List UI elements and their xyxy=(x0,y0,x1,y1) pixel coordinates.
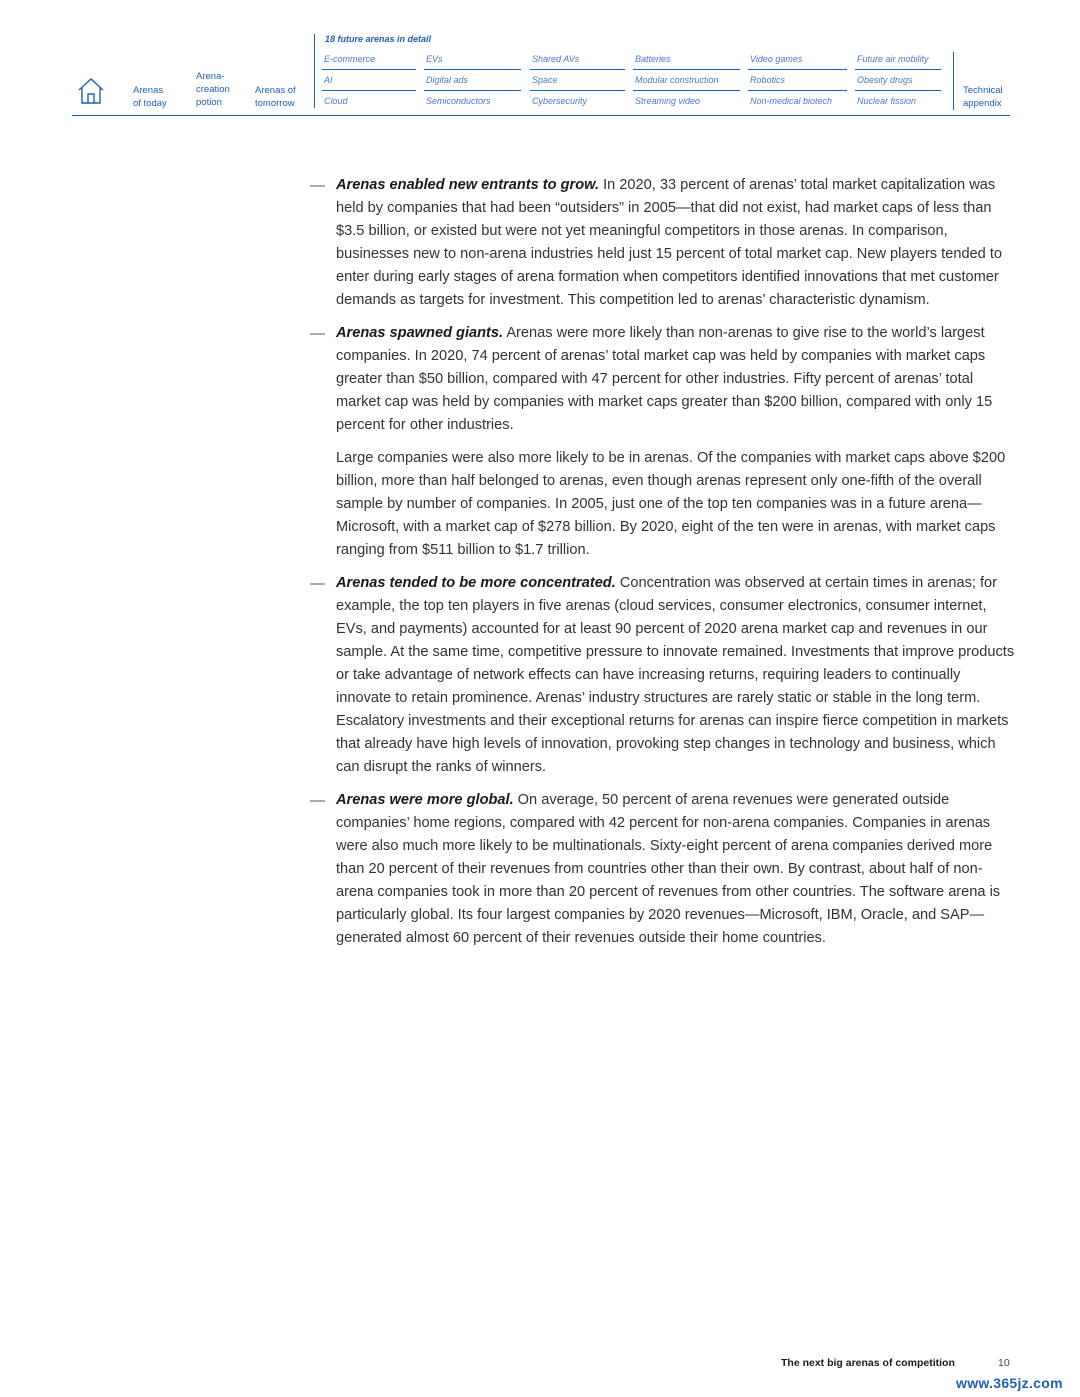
arena-link[interactable]: Obesity drugs xyxy=(855,71,941,91)
footer-title: The next big arenas of competition xyxy=(781,1357,955,1369)
arena-link[interactable]: AI xyxy=(322,71,416,91)
bullet-paragraph xyxy=(336,789,1015,950)
nav-arenas-of-today[interactable]: Arenas of today xyxy=(133,85,167,109)
dash-marker: — xyxy=(310,792,325,809)
bullet-extra-paragraph: Large companies were also more likely to be in arenas. Of the companies with market caps above $200 billion, more than half belonged to arenas, even though arenas represent only one-fifth of the overall sample by number of companies. In 2005, just one of the top ten companies was in a future arena—Microsoft, with a market cap of $278 billion. By 2020, eight of the ten were in arenas, with market caps ranging from $511 billion to $1.7 trillion. xyxy=(336,450,1006,558)
bullet-item xyxy=(310,322,1015,562)
bullet-item xyxy=(310,789,1015,950)
bullet-paragraph xyxy=(336,572,1015,779)
bullet-paragraph xyxy=(336,174,1015,312)
watermark: www.365jz.com xyxy=(956,1375,1063,1391)
top-navigation xyxy=(0,0,1080,120)
house-icon xyxy=(76,76,106,106)
arena-link[interactable]: Shared AVs xyxy=(530,50,625,70)
nav-bottom-rule xyxy=(72,115,1010,116)
page-number: 10 xyxy=(998,1357,1010,1369)
arena-link[interactable]: Non-medical biotech xyxy=(750,96,833,106)
bullet-lead: Arenas spawned giants. xyxy=(336,325,504,341)
arena-link[interactable]: Cloud xyxy=(324,96,348,106)
arenas-section-title: 18 future arenas in detail xyxy=(325,34,432,44)
dash-marker: — xyxy=(310,177,325,194)
arena-link[interactable]: Semiconductors xyxy=(426,96,491,106)
bullet-lead: Arenas were more global. xyxy=(336,792,514,808)
bullet-lead: Arenas enabled new entrants to grow. xyxy=(336,177,600,193)
arena-link[interactable]: Space xyxy=(530,71,625,91)
arena-link[interactable]: Robotics xyxy=(748,71,847,91)
nav-divider xyxy=(314,34,315,108)
nav-divider xyxy=(953,52,954,110)
nav-arenas-of-tomorrow[interactable]: Arenas of tomorrow xyxy=(255,85,296,109)
arena-link[interactable]: Video games xyxy=(748,50,847,70)
arena-link[interactable]: Modular construction xyxy=(633,71,740,91)
arena-link[interactable]: Cybersecurity xyxy=(532,96,588,106)
bullet-text: On average, 50 percent of arena revenues were generated outside companies’ home regions, compared with 42 percent for non-arena companies. Companies in arenas were also much more likely to be multinationals. Sixty-eight percent of arena companies derived more than 20 percent of their revenues from countries other than their own. By contrast, about half of non-arena companies took in more than 20 percent of revenues from other countries. The software arena is particularly global. Its four largest companies by 2020 revenues—Microsoft, IBM, Oracle, and SAP—generated almost 60 percent of their revenues outside their home countries. xyxy=(336,792,1001,946)
nav-arena-creation-potion[interactable]: Arena- creation potion xyxy=(196,71,230,108)
dash-marker: — xyxy=(310,325,325,342)
arena-link[interactable]: EVs xyxy=(424,50,521,70)
arena-link[interactable]: Streaming video xyxy=(635,96,701,106)
arena-link[interactable]: E-commerce xyxy=(322,50,416,70)
bullet-text: Arenas were more likely than non-arenas to give rise to the world’s largest companies. In 2020, 74 percent of arenas’ total market cap was held by companies with market caps greater than $50 billion, compared with 47 percent for other industries. Fifty percent of arenas’ total market cap was held by companies with market caps greater than $200 billion, compared with only 15 percent for other industries. xyxy=(336,325,993,433)
bullet-item xyxy=(310,572,1015,779)
nav-technical-appendix[interactable]: Technical appendix xyxy=(963,85,1003,109)
bullet-paragraph xyxy=(336,322,1015,437)
dash-marker: — xyxy=(310,575,325,592)
bullet-text: Concentration was observed at certain times in arenas; for example, the top ten players in five arenas (cloud services, consumer electronics, consumer internet, EVs, and payments) accounted for at least 90 percent of 2020 arena market cap and revenues in our sample. At the same time, competitive pressure to innovate remained. Investments that improve products or take advantage of network effects can have increasing returns, requiring leaders to continually innovate to retain prominence. Arenas’ industry structures are rarely static or stable in the long term. Escalatory investments and their exceptional returns for arenas can inspire fierce competition in markets that already have high levels of innovation, provoking step changes in technology and business, which can disrupt the ranks of winners. xyxy=(336,575,1015,775)
bullet-text: In 2020, 33 percent of arenas’ total market capitalization was held by companies that had been “outsiders” in 2005—that did not exist, had market caps of less than $3.5 billion, or existed but were not yet meaningful competitors in those arenas. In comparison, businesses new to non-arena industries held just 15 percent of total market cap. New players tended to enter during early stages of arena formation when competitors identified innovations that met customer demands as targets for investment. This competition led to arenas’ characteristic dynamism. xyxy=(336,177,1003,308)
main-content xyxy=(310,174,1015,960)
arena-link[interactable]: Future air mobility xyxy=(855,50,941,70)
bullet-lead: Arenas tended to be more concentrated. xyxy=(336,575,616,591)
arena-link[interactable]: Digital ads xyxy=(424,71,521,91)
home-button[interactable] xyxy=(76,76,106,106)
arena-link[interactable]: Nuclear fission xyxy=(857,96,917,106)
arena-link[interactable]: Batteries xyxy=(633,50,740,70)
arena-grid xyxy=(322,50,944,112)
bullet-item xyxy=(310,174,1015,312)
